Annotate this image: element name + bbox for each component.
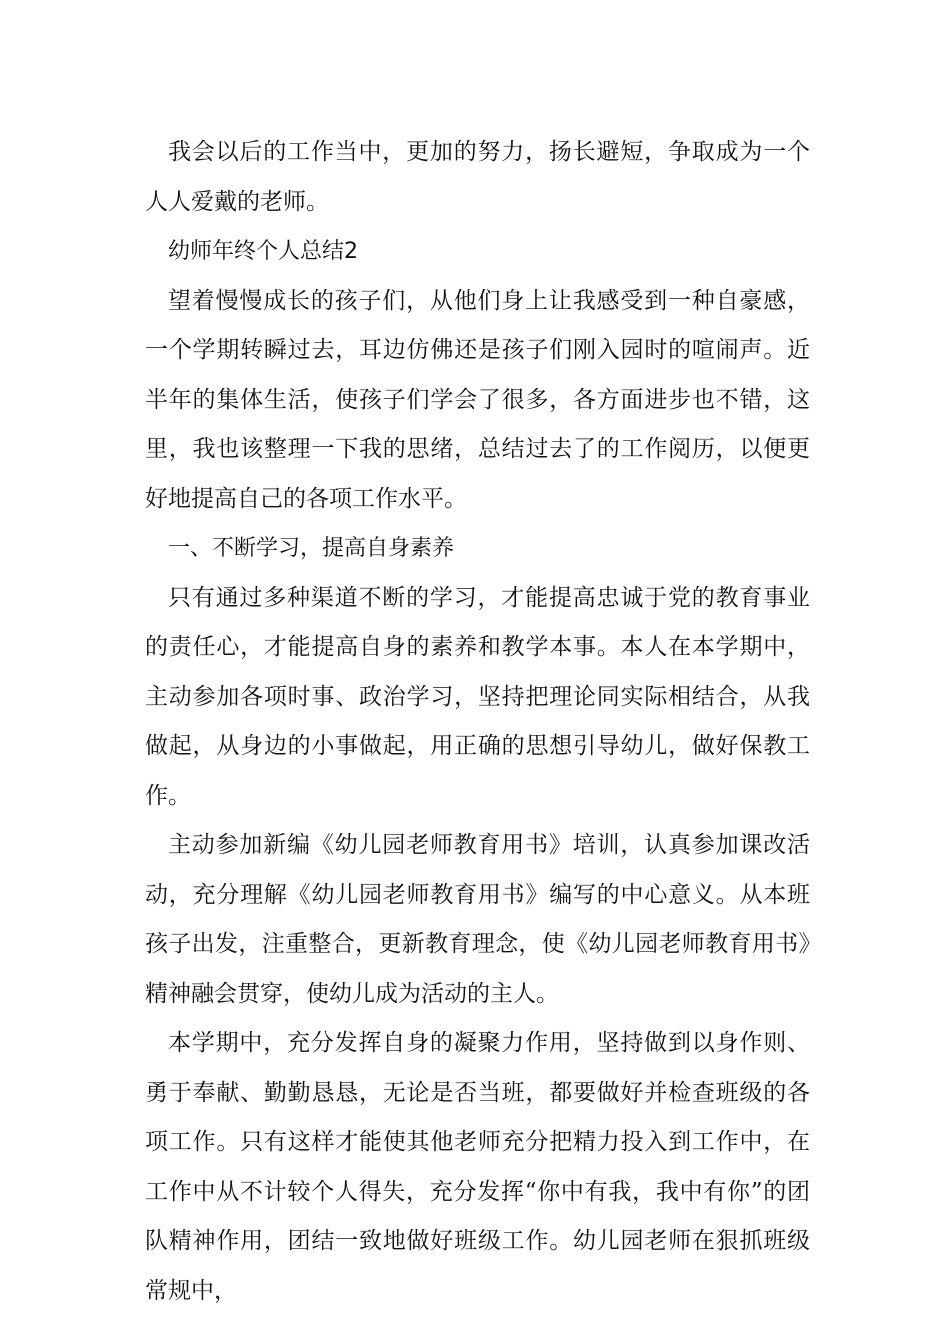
paragraph-4: 主动参加新编《幼儿园老师教育用书》培训，认真参加课改活动，充分理解《幼儿园老师教育用书》编写的中心意义。从本班孩子出发，注重整合，更新教育理念，使《幼儿园老师教育用书》精神融会贯穿，使幼儿成为活动的主人。 <box>145 832 810 1007</box>
section-heading-learning: 一、不断学习，提高自身素养 <box>168 536 455 561</box>
paragraph-5: 本学期中，充分发挥自身的凝聚力作用，坚持做到以身作则、勇于奉献、勤勤恳恳，无论是否当班，都要做好并检查班级的各项工作。只有这样才能使其他老师充分把精力投入到工作中，在工作中从不计较个人得失，充分发挥“你中有我，我中有你”的团队精神作用，团结一致地做好班级工作。幼儿园老师在狠抓班级常规中， <box>145 1030 810 1304</box>
paragraph-1: 我会以后的工作当中，更加的努力，扬长避短，争取成为一个人人爱戴的老师。 <box>145 139 810 215</box>
paragraph-3: 只有通过多种渠道不断的学习，才能提高忠诚于党的教育事业的责任心，才能提高自身的素养和教学本事。本人在本学期中，主动参加各项时事、政治学习，坚持把理论同实际相结合，从我做起，从身边的小事做起，用正确的思想引导幼儿，做好保教工作。 <box>145 584 810 809</box>
paragraph-2: 望着慢慢成长的孩子们，从他们身上让我感受到一种自豪感，一个学期转瞬过去，耳边仿佛还是孩子们刚入园时的喧闹声。近半年的集体生活，使孩子们学会了很多，各方面进步也不错，这里，我也该整理一下我的思绪，总结过去了的工作阅历，以便更好地提高自己的各项工作水平。 <box>145 287 810 512</box>
document-body <box>145 128 810 1316</box>
section-title-summary-2: 幼师年终个人总结2 <box>168 239 358 264</box>
